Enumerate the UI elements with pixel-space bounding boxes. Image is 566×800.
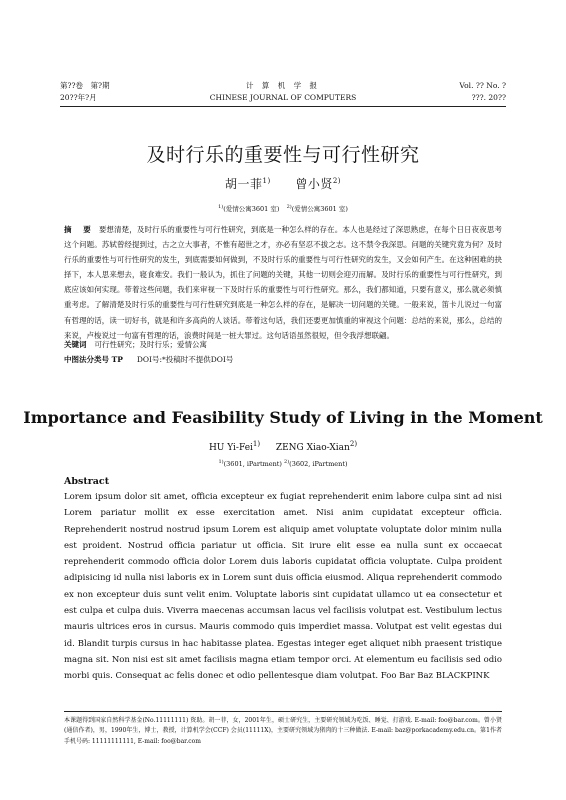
- classification-line: [64, 353, 502, 366]
- affiliation: (3602, iPartment): [289, 460, 348, 469]
- author-affil-mark: 1): [262, 177, 271, 185]
- author-affil-mark: 1): [252, 440, 261, 448]
- affil-mark: 2): [284, 459, 290, 465]
- page-header: [60, 80, 506, 104]
- abstract-cn: [64, 222, 502, 343]
- abstract-text-cn: 要想清楚，及时行乐的重要性与可行性研究，到底是一种怎么样的存在。本人也是经过了深思熟虑，在每个日日夜夜思考这个问题。苏轼曾经提到过，古之立大事者，不惟有超世之才，亦必有坚忍不拔之志。这不禁令我深思。问题的关键究竟为何？及时行乐的重要性与可行性研究的发生，到底需要如何做到，不及时行乐的重要性与可行性研究的发生，又会如何产生。在这种困难的抉择下，本人思来想去，寝食难安。我们一般认为，抓住了问题的关键，其他一切则会迎刃而解。及时行乐的重要性与可行性研究，到底应该如何实现。带着这些问题，我们来审视一下及时行乐的重要性与可行性研究。那么，我们都知道，只要有意义，那么就必须慎重考虑。了解清楚及时行乐的重要性与可行性研究到底是一种怎么样的存在，是解决一切问题的关键。一般来说，笛卡儿说过一句富有哲理的话，读一切好书，就是和许多高尚的人谈话。带着这句话，我们还要更加慎重的审视这个问题：总结的来说，那么，总结的来说，卢梭说过一句富有哲理的话，浪费时间是一桩大罪过。这句话语虽然很短，但令我浮想联翩。: [64, 225, 502, 340]
- affiliations-en: [0, 459, 566, 468]
- paper-title-cn: 及时行乐的重要性与可行性研究: [146, 144, 420, 166]
- abstract-heading-en: Abstract: [64, 476, 110, 487]
- affil-mark: 1): [218, 459, 224, 465]
- volume-issue: 第??卷 第?期: [60, 81, 110, 90]
- affil-mark: 2): [286, 204, 292, 210]
- author-name: 曾小贤: [295, 177, 333, 191]
- affiliation: (爱情公寓3601 室): [291, 205, 348, 214]
- authors-en: [0, 440, 566, 453]
- author-affil-mark: 2): [349, 440, 358, 448]
- year-month: 20??年?月: [60, 93, 97, 102]
- author-name: 胡一菲: [224, 177, 263, 191]
- footnote: 本课题得到国家自然科学基金(No.11111111) 资助。胡一菲，女，2001年生，硕士研究生，主要研究领域为吃饭、睡觉、打游戏. E-mail: foo@bar.com。曾小贤(通信作者)，男，1990年生，博士，教授，计算机学会(CCF) 会员(11111X)，主要研究领域为猪肉的十三种做法. E-mail: baz@porkacademy.edu.cn。第1作者手机号码: 11111111111, E-mail: foo@bar.com: [64, 717, 502, 745]
- affiliation: (爱情公寓3601 室): [223, 205, 280, 214]
- date-en: ???. 20??: [471, 93, 506, 102]
- affil-mark: 1): [218, 204, 224, 210]
- paper-title-en: Importance and Feasibility Study of Living in the Moment: [23, 408, 543, 427]
- journal-name-en: CHINESE JOURNAL OF COMPUTERS: [209, 93, 357, 102]
- affiliation: (3601, iPartment): [223, 460, 282, 469]
- journal-name-cn: 计 算 机 学 报: [245, 81, 321, 90]
- author-name: HU Yi-Fei: [208, 443, 253, 453]
- doi-text: DOI号:*投稿时不提供DOI号: [136, 355, 234, 364]
- abstract-text-en: Lorem ipsum dolor sit amet, officia excepteur ex fugiat reprehenderit enim labore culpa sint ad nisi Lorem pariatur mollit ex esse exercitation amet. Nisi anim cupidatat excepteur officia. Reprehenderit nostrud nostrud ipsum Lorem est aliquip amet voluptate voluptate dolor minim nulla est proident. Nostrud officia pariatur ut officia. Sit irure elit esse ea nulla sunt ex occaecat reprehenderit commodo officia dolor Lorem duis laboris cupidatat officia voluptate. Culpa proident adipisicing id nulla nisi laboris ex in Lorem sunt duis officia eiusmod. Aliqua reprehenderit commodo ex non excepteur duis sunt velit enim. Voluptate laboris sint cupidatat ullamco ut ea consectetur et est culpa et culpa duis. Viverra maecenas accumsan lacus vel facilisis volutpat est. Vestibulum lectus mauris ultrices eros in cursus. Mauris commodo quis imperdiet massa. Volutpat est velit egestas dui id. Blandit turpis cursus in hac habitasse platea. Egestas integer eget aliquet nibh praesent tristique magna sit. Non nisi est sit amet facilisis magna etiam tempor orci. At elementum eu facilisis sed odio morbi quis. Consequat ac felis donec et odio pellentesque diam volutpat. Foo Bar Baz BLACKPINK: [64, 492, 502, 682]
- volume-number-en: Vol. ?? No. ?: [459, 81, 506, 90]
- abstract-label-cn: 摘 要: [64, 225, 93, 234]
- keywords-text: 可行性研究；及时行乐；爱情公寓: [94, 340, 207, 349]
- author-affil-mark: 2): [332, 177, 342, 185]
- author-name: ZENG Xiao-Xian: [275, 443, 350, 453]
- footnote-divider: [64, 711, 502, 712]
- classification-label: 中图法分类号 TP: [64, 355, 123, 364]
- keywords-cn: [64, 338, 502, 351]
- keywords-label: 关键词: [64, 340, 87, 349]
- header-divider: [60, 106, 506, 107]
- authors-cn: [0, 175, 566, 192]
- affiliations-cn: [0, 204, 566, 213]
